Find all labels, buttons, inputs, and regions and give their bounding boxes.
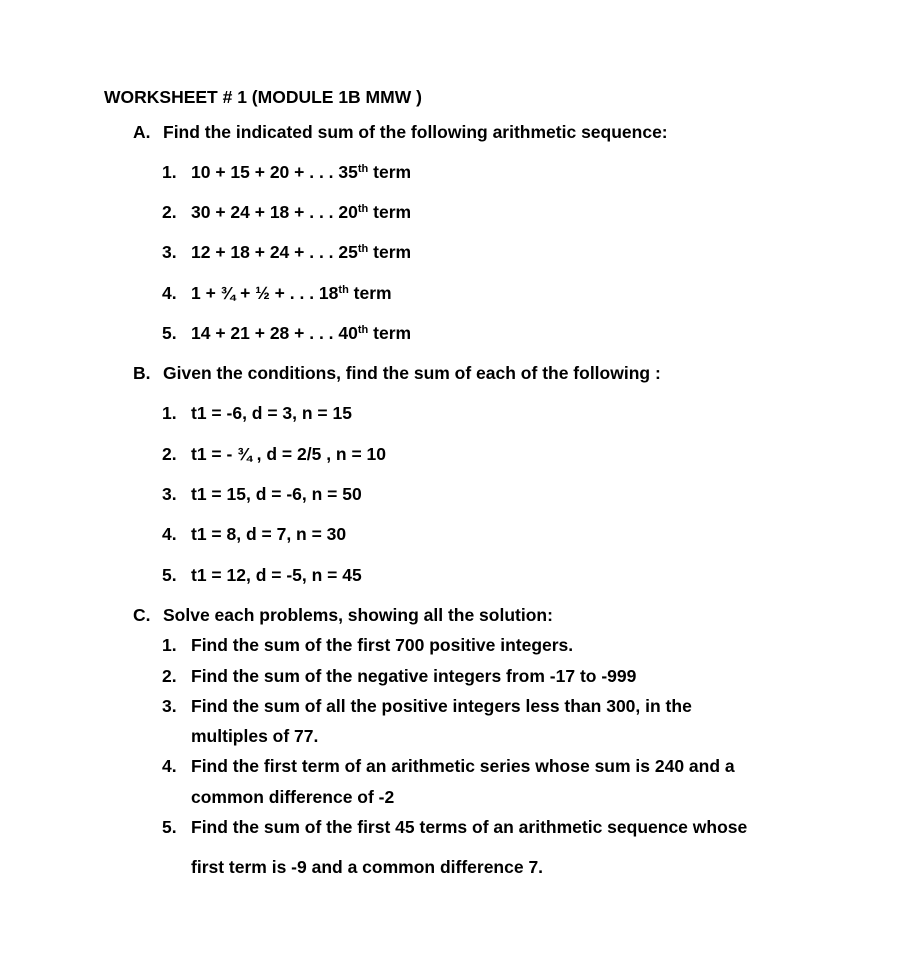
item-number: 3.: [162, 484, 177, 504]
item-number: 1.: [162, 635, 177, 655]
item-suffix: term: [368, 162, 412, 182]
list-item: [162, 635, 573, 655]
item-superscript: th: [357, 203, 369, 215]
list-item: [162, 323, 411, 343]
item-number: 3.: [162, 696, 177, 716]
section-c-heading: [133, 605, 553, 625]
item-number: 4.: [162, 524, 177, 544]
item-number: 2.: [162, 202, 177, 222]
item-suffix: term: [348, 283, 392, 303]
item-continuation: multiples of 77.: [191, 726, 319, 746]
section-letter: B.: [133, 363, 151, 383]
item-number: 4.: [162, 283, 177, 303]
item-suffix: term: [368, 242, 412, 262]
worksheet-title: WORKSHEET # 1 (MODULE 1B MMW ): [104, 87, 422, 107]
list-item: [162, 202, 411, 222]
list-item: [162, 162, 411, 182]
section-letter: A.: [133, 122, 151, 142]
list-item: [162, 756, 735, 776]
list-item: [162, 403, 352, 423]
list-item: [162, 696, 692, 716]
item-suffix: term: [368, 323, 412, 343]
list-item: [162, 484, 362, 504]
list-item: [162, 524, 346, 544]
item-text: Find the sum of the first 700 positive integers.: [191, 635, 574, 655]
item-text: 12 + 18 + 24 + . . . 25: [191, 242, 358, 262]
item-number: 5.: [162, 323, 177, 343]
list-item: [162, 444, 386, 464]
item-text: t1 = -6, d = 3, n = 15: [191, 403, 352, 423]
item-text: 10 + 15 + 20 + . . . 35: [191, 162, 358, 182]
item-text: 14 + 21 + 28 + . . . 40: [191, 323, 358, 343]
item-number: 1.: [162, 403, 177, 423]
list-item: [162, 666, 636, 686]
item-text: Find the first term of an arithmetic series whose sum is 240 and a: [191, 756, 735, 776]
item-text: 1 + ¾ + ½ + . . . 18: [191, 283, 339, 303]
item-text: Find the sum of all the positive integers less than 300, in the: [191, 696, 692, 716]
item-number: 5.: [162, 817, 177, 837]
list-item: [162, 242, 411, 262]
section-heading-text: Find the indicated sum of the following arithmetic sequence:: [163, 122, 668, 142]
item-suffix: term: [368, 202, 412, 222]
item-superscript: th: [357, 243, 369, 255]
item-number: 4.: [162, 756, 177, 776]
list-item: [162, 283, 392, 303]
item-text: t1 = 15, d = -6, n = 50: [191, 484, 362, 504]
item-text: Find the sum of the first 45 terms of an arithmetic sequence whose: [191, 817, 748, 837]
item-number: 2.: [162, 444, 177, 464]
item-number: 5.: [162, 565, 177, 585]
section-heading-text: Solve each problems, showing all the solution:: [163, 605, 553, 625]
item-number: 2.: [162, 666, 177, 686]
item-superscript: th: [357, 324, 369, 336]
item-text: t1 = - ¾ , d = 2/5 , n = 10: [191, 444, 387, 464]
item-number: 1.: [162, 162, 177, 182]
section-heading-text: Given the conditions, find the sum of each of the following :: [163, 363, 661, 383]
item-continuation: first term is -9 and a common difference 7.: [191, 857, 544, 877]
section-a-heading: [133, 122, 668, 142]
item-superscript: th: [357, 163, 369, 175]
item-number: 3.: [162, 242, 177, 262]
item-text: t1 = 12, d = -5, n = 45: [191, 565, 362, 585]
list-item: [162, 817, 747, 837]
item-text: Find the sum of the negative integers from -17 to -999: [191, 666, 637, 686]
list-item: [162, 565, 362, 585]
item-superscript: th: [338, 284, 349, 296]
item-continuation: common difference of -2: [191, 787, 395, 807]
section-b-heading: [133, 363, 661, 383]
item-text: 30 + 24 + 18 + . . . 20: [191, 202, 358, 222]
section-letter: C.: [133, 605, 151, 625]
item-text: t1 = 8, d = 7, n = 30: [191, 524, 347, 544]
